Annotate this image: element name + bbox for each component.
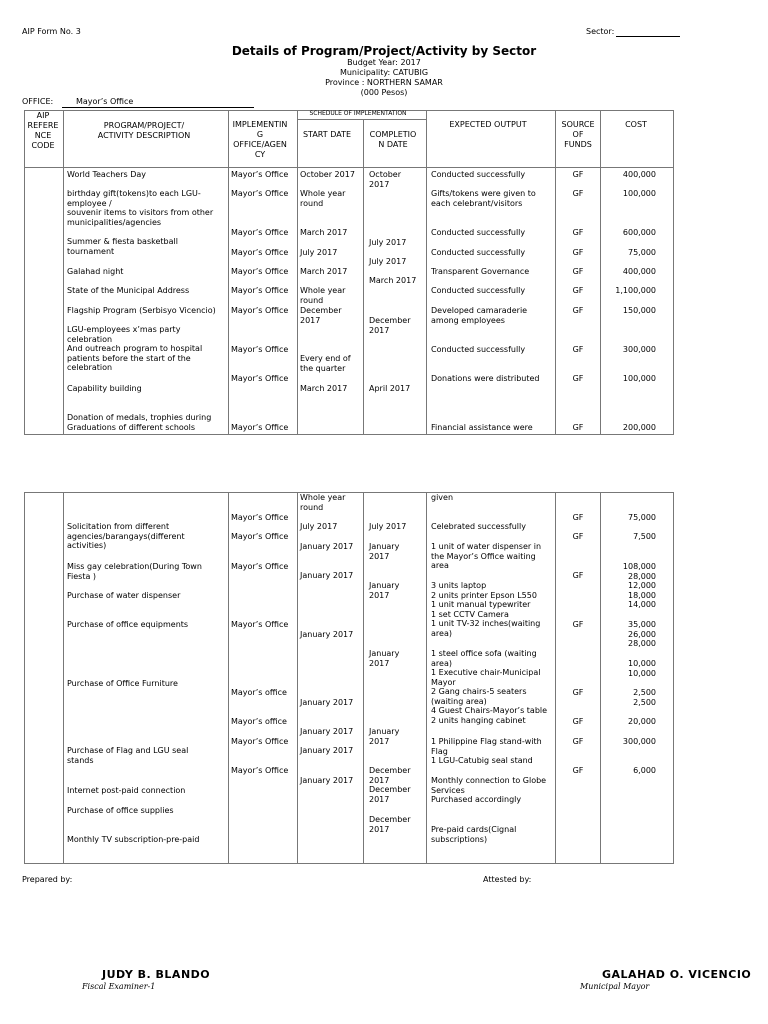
- page2-expected-output-cell: 1 steel office sofa (waiting area) 1 Executive chair-Municipal Mayor 2 Gang chairs-5 seaters (waiting area) 4 Guest Chairs-Mayor’s table 2 units hanging cabinet: [431, 649, 548, 725]
- col-schedule-header: SCHEDULE OF IMPLEMENTATION: [309, 110, 407, 117]
- page1-start-date-cell: Every end of the quarter: [300, 354, 351, 373]
- page1-program-cell: Galahad night: [67, 267, 124, 276]
- page2-program-cell: Internet post-paid connection: [67, 786, 186, 795]
- page2-office-cell: Mayor’s Office: [231, 620, 289, 629]
- page2-start-date-cell: January 2017: [300, 746, 354, 755]
- page1-completion-date-cell: July 2017: [369, 238, 407, 247]
- page1-expected-output-cell: Conducted successfully: [431, 345, 526, 354]
- page2-cost-cell: 7,500: [633, 532, 656, 541]
- col-implementing-header: IMPLEMENTIN G OFFICE/AGEN CY: [232, 120, 288, 159]
- page2-start-date-cell: January 2017: [300, 727, 354, 736]
- page1-start-date-cell: December 2017: [300, 306, 342, 325]
- page1-source-of-funds-cell: GF: [572, 267, 584, 276]
- page1-completion-date-cell: December 2017: [369, 316, 411, 335]
- page1-cost-cell: 150,000: [622, 306, 656, 315]
- page2-source-of-funds-cell: GF: [572, 717, 584, 726]
- page2-program-cell: Purchase of office supplies: [67, 806, 174, 815]
- page1-program-cell: birthday gift(tokens)to each LGU- employee / souvenir items to visitors from other municipalities/agencies: [67, 189, 214, 227]
- page2-start-date-cell: Whole year round: [300, 493, 346, 512]
- page2-program-cell: Purchase of Office Furniture: [67, 679, 178, 688]
- page2-cost-cell: 35,000 26,000 28,000: [628, 620, 656, 648]
- page1-program-cell: Flagship Program (Serbisyo Vicencio): [67, 306, 216, 315]
- page1-office-cell: Mayor’s Office: [231, 345, 289, 354]
- page2-office-cell: Mayor’s Office: [231, 513, 289, 522]
- page2-cost-cell: 75,000: [628, 513, 656, 522]
- page2-cost-cell: 6,000: [633, 766, 656, 775]
- office-value: Mayor’s Office: [62, 97, 254, 108]
- page2-cost-cell: 2,500 2,500: [633, 688, 656, 707]
- page1-cost-cell: 1,100,000: [615, 286, 656, 295]
- sector-label: Sector:: [586, 27, 615, 36]
- page2-source-of-funds-cell: GF: [572, 620, 584, 629]
- page2-office-cell: Mayor’s office: [231, 717, 287, 726]
- page2-start-date-cell: January 2017: [300, 776, 354, 785]
- page2-completion-date-cell: July 2017: [369, 522, 407, 531]
- page2-expected-output-cell: given: [431, 493, 454, 502]
- page2-program-cell: Miss gay celebration(During Town Fiesta ): [67, 562, 202, 581]
- page1-source-of-funds-cell: GF: [572, 228, 584, 237]
- page1-source-of-funds-cell: GF: [572, 345, 584, 354]
- page1-expected-output-cell: Financial assistance were: [431, 423, 533, 432]
- col-completion-header: COMPLETIO N DATE: [369, 130, 417, 149]
- page2-office-cell: Mayor’s office: [231, 688, 287, 697]
- signatory-left-role: Fiscal Examiner-1: [82, 982, 156, 991]
- page1-expected-output-cell: Gifts/tokens were given to each celebrant/visitors: [431, 189, 536, 208]
- form-number: AIP Form No. 3: [22, 27, 81, 36]
- page1-start-date-cell: Whole year round: [300, 286, 346, 305]
- page2-office-cell: Mayor’s Office: [231, 562, 289, 571]
- page2-office-cell: Mayor’s Office: [231, 766, 289, 775]
- page2-start-date-cell: January 2017: [300, 571, 354, 580]
- province: Province : NORTHERN SAMAR: [325, 78, 443, 87]
- page2-start-date-cell: January 2017: [300, 698, 354, 707]
- page1-program-cell: Donation of medals, trophies during Graduations of different schools: [67, 413, 212, 432]
- page2-completion-date-cell: January 2017: [369, 581, 400, 600]
- page1-cost-cell: 100,000: [622, 189, 656, 198]
- col-output-header: EXPECTED OUTPUT: [449, 120, 527, 129]
- page1-start-date-cell: Whole year round: [300, 189, 346, 208]
- page2-expected-output-cell: Celebrated successfully: [431, 522, 526, 531]
- page1-expected-output-cell: Conducted successfully: [431, 170, 526, 179]
- page1-completion-date-cell: April 2017: [369, 384, 411, 393]
- page2-program-cell: Purchase of water dispenser: [67, 591, 181, 600]
- page2-cost-cell: 20,000: [628, 717, 656, 726]
- page1-source-of-funds-cell: GF: [572, 423, 584, 432]
- page2-start-date-cell: January 2017: [300, 542, 354, 551]
- page1-office-cell: Mayor’s Office: [231, 423, 289, 432]
- page2-completion-date-cell: January 2017: [369, 649, 400, 668]
- page1-source-of-funds-cell: GF: [572, 306, 584, 315]
- page2-cost-cell: 10,000 10,000: [628, 659, 656, 678]
- page1-start-date-cell: March 2017: [300, 228, 348, 237]
- col-program-header: PROGRAM/PROJECT/ ACTIVITY DESCRIPTION: [97, 121, 191, 140]
- signatory-right-role: Municipal Mayor: [580, 982, 650, 991]
- attested-by-label: Attested by:: [483, 875, 532, 884]
- page1-office-cell: Mayor’s Office: [231, 248, 289, 257]
- page2-expected-output-cell: 3 units laptop 2 units printer Epson L550 1 unit manual typewriter 1 set CCTV Camera 1 unit TV-32 inches(waiting area): [431, 581, 541, 638]
- page2-start-date-cell: July 2017: [300, 522, 338, 531]
- page2-office-cell: Mayor’s Office: [231, 532, 289, 541]
- page1-completion-date-cell: October 2017: [369, 170, 402, 189]
- page1-expected-output-cell: Donations were distributed: [431, 374, 540, 383]
- page1-office-cell: Mayor’s Office: [231, 228, 289, 237]
- budget-year: Budget Year: 2017: [347, 58, 421, 67]
- page2-office-cell: Mayor’s Office: [231, 737, 289, 746]
- page1-expected-output-cell: Transparent Governance: [431, 267, 530, 276]
- page2-completion-date-cell: December 2017: [369, 815, 411, 834]
- page1-program-cell: Capability building: [67, 384, 142, 393]
- page1-start-date-cell: March 2017: [300, 267, 348, 276]
- page1-expected-output-cell: Conducted successfully: [431, 286, 526, 295]
- sector-blank: [616, 36, 680, 37]
- page2-expected-output-cell: Monthly connection to Globe Services Purchased accordingly: [431, 776, 547, 804]
- page2-source-of-funds-cell: GF: [572, 688, 584, 697]
- page2-completion-date-cell: December 2017 December 2017: [369, 766, 411, 804]
- page1-start-date-cell: October 2017: [300, 170, 355, 179]
- page1-completion-date-cell: July 2017: [369, 257, 407, 266]
- page2-cost-cell: 300,000: [622, 737, 656, 746]
- page1-cost-cell: 100,000: [622, 374, 656, 383]
- page2-source-of-funds-cell: GF: [572, 513, 584, 522]
- page2-completion-date-cell: January 2017: [369, 727, 400, 746]
- page1-cost-cell: 600,000: [622, 228, 656, 237]
- page1-expected-output-cell: Developed camaraderie among employees: [431, 306, 528, 325]
- page1-office-cell: Mayor’s Office: [231, 306, 289, 315]
- page1-program-cell: World Teachers Day: [67, 170, 147, 179]
- col-start-header: START DATE: [302, 130, 352, 139]
- prepared-by-label: Prepared by:: [22, 875, 73, 884]
- page2-expected-output-cell: 1 Philippine Flag stand-with Flag 1 LGU-Catubig seal stand: [431, 737, 542, 765]
- page2-start-date-cell: January 2017: [300, 630, 354, 639]
- page2-cost-cell: 108,000 28,000 12,000 18,000 14,000: [622, 562, 656, 609]
- page1-office-cell: Mayor’s Office: [231, 189, 289, 198]
- page2-program-cell: Solicitation from different agencies/barangays(different activities): [67, 522, 185, 550]
- page1-source-of-funds-cell: GF: [572, 374, 584, 383]
- page1-expected-output-cell: Conducted successfully: [431, 228, 526, 237]
- page2-program-cell: Purchase of Flag and LGU seal stands: [67, 746, 189, 765]
- page2-expected-output-cell: Pre-paid cards(Cignal subscriptions): [431, 825, 517, 844]
- page1-office-cell: Mayor’s Office: [231, 170, 289, 179]
- page1-program-cell: Summer & fiesta basketball tournament: [67, 237, 178, 256]
- page2-expected-output-cell: 1 unit of water dispenser in the Mayor’s Office waiting area: [431, 542, 542, 570]
- page2-program-cell: Purchase of office equipments: [67, 620, 189, 629]
- page1-cost-cell: 75,000: [628, 248, 656, 257]
- page2-source-of-funds-cell: GF: [572, 766, 584, 775]
- page1-start-date-cell: July 2017: [300, 248, 338, 257]
- page1-cost-cell: 400,000: [622, 170, 656, 179]
- signatory-right-name: GALAHAD O. VICENCIO: [602, 968, 752, 981]
- page1-cost-cell: 300,000: [622, 345, 656, 354]
- page1-program-cell: LGU-employees x’mas party celebration And outreach program to hospital patients before the start of the celebration: [67, 325, 203, 372]
- page2-completion-date-cell: January 2017: [369, 542, 400, 561]
- page2-program-cell: Monthly TV subscription-pre-paid: [67, 835, 200, 844]
- page1-source-of-funds-cell: GF: [572, 170, 584, 179]
- col-source-header: SOURCE OF FUNDS: [561, 120, 595, 149]
- page2-source-of-funds-cell: GF: [572, 571, 584, 580]
- page1-completion-date-cell: March 2017: [369, 276, 417, 285]
- page1-office-cell: Mayor’s Office: [231, 267, 289, 276]
- col-cost-header: COST: [625, 120, 647, 129]
- municipality: Municipality: CATUBIG: [339, 68, 429, 77]
- page1-source-of-funds-cell: GF: [572, 248, 584, 257]
- page1-cost-cell: 200,000: [622, 423, 656, 432]
- page1-source-of-funds-cell: GF: [572, 286, 584, 295]
- page-title: Details of Program/Project/Activity by Sector: [231, 44, 537, 58]
- page1-office-cell: Mayor’s Office: [231, 374, 289, 383]
- page2-source-of-funds-cell: GF: [572, 532, 584, 541]
- page1-start-date-cell: March 2017: [300, 384, 348, 393]
- page1-cost-cell: 400,000: [622, 267, 656, 276]
- signatory-left-name: JUDY B. BLANDO: [102, 968, 211, 981]
- page2-source-of-funds-cell: GF: [572, 737, 584, 746]
- office-label: OFFICE:: [22, 97, 54, 106]
- col-aip-ref-header: AIP REFERE NCE CODE: [27, 111, 59, 150]
- page1-source-of-funds-cell: GF: [572, 189, 584, 198]
- page1-office-cell: Mayor’s Office: [231, 286, 289, 295]
- page1-program-cell: State of the Municipal Address: [67, 286, 190, 295]
- unit-note: (000 Pesos): [360, 88, 408, 97]
- page1-expected-output-cell: Conducted successfully: [431, 248, 526, 257]
